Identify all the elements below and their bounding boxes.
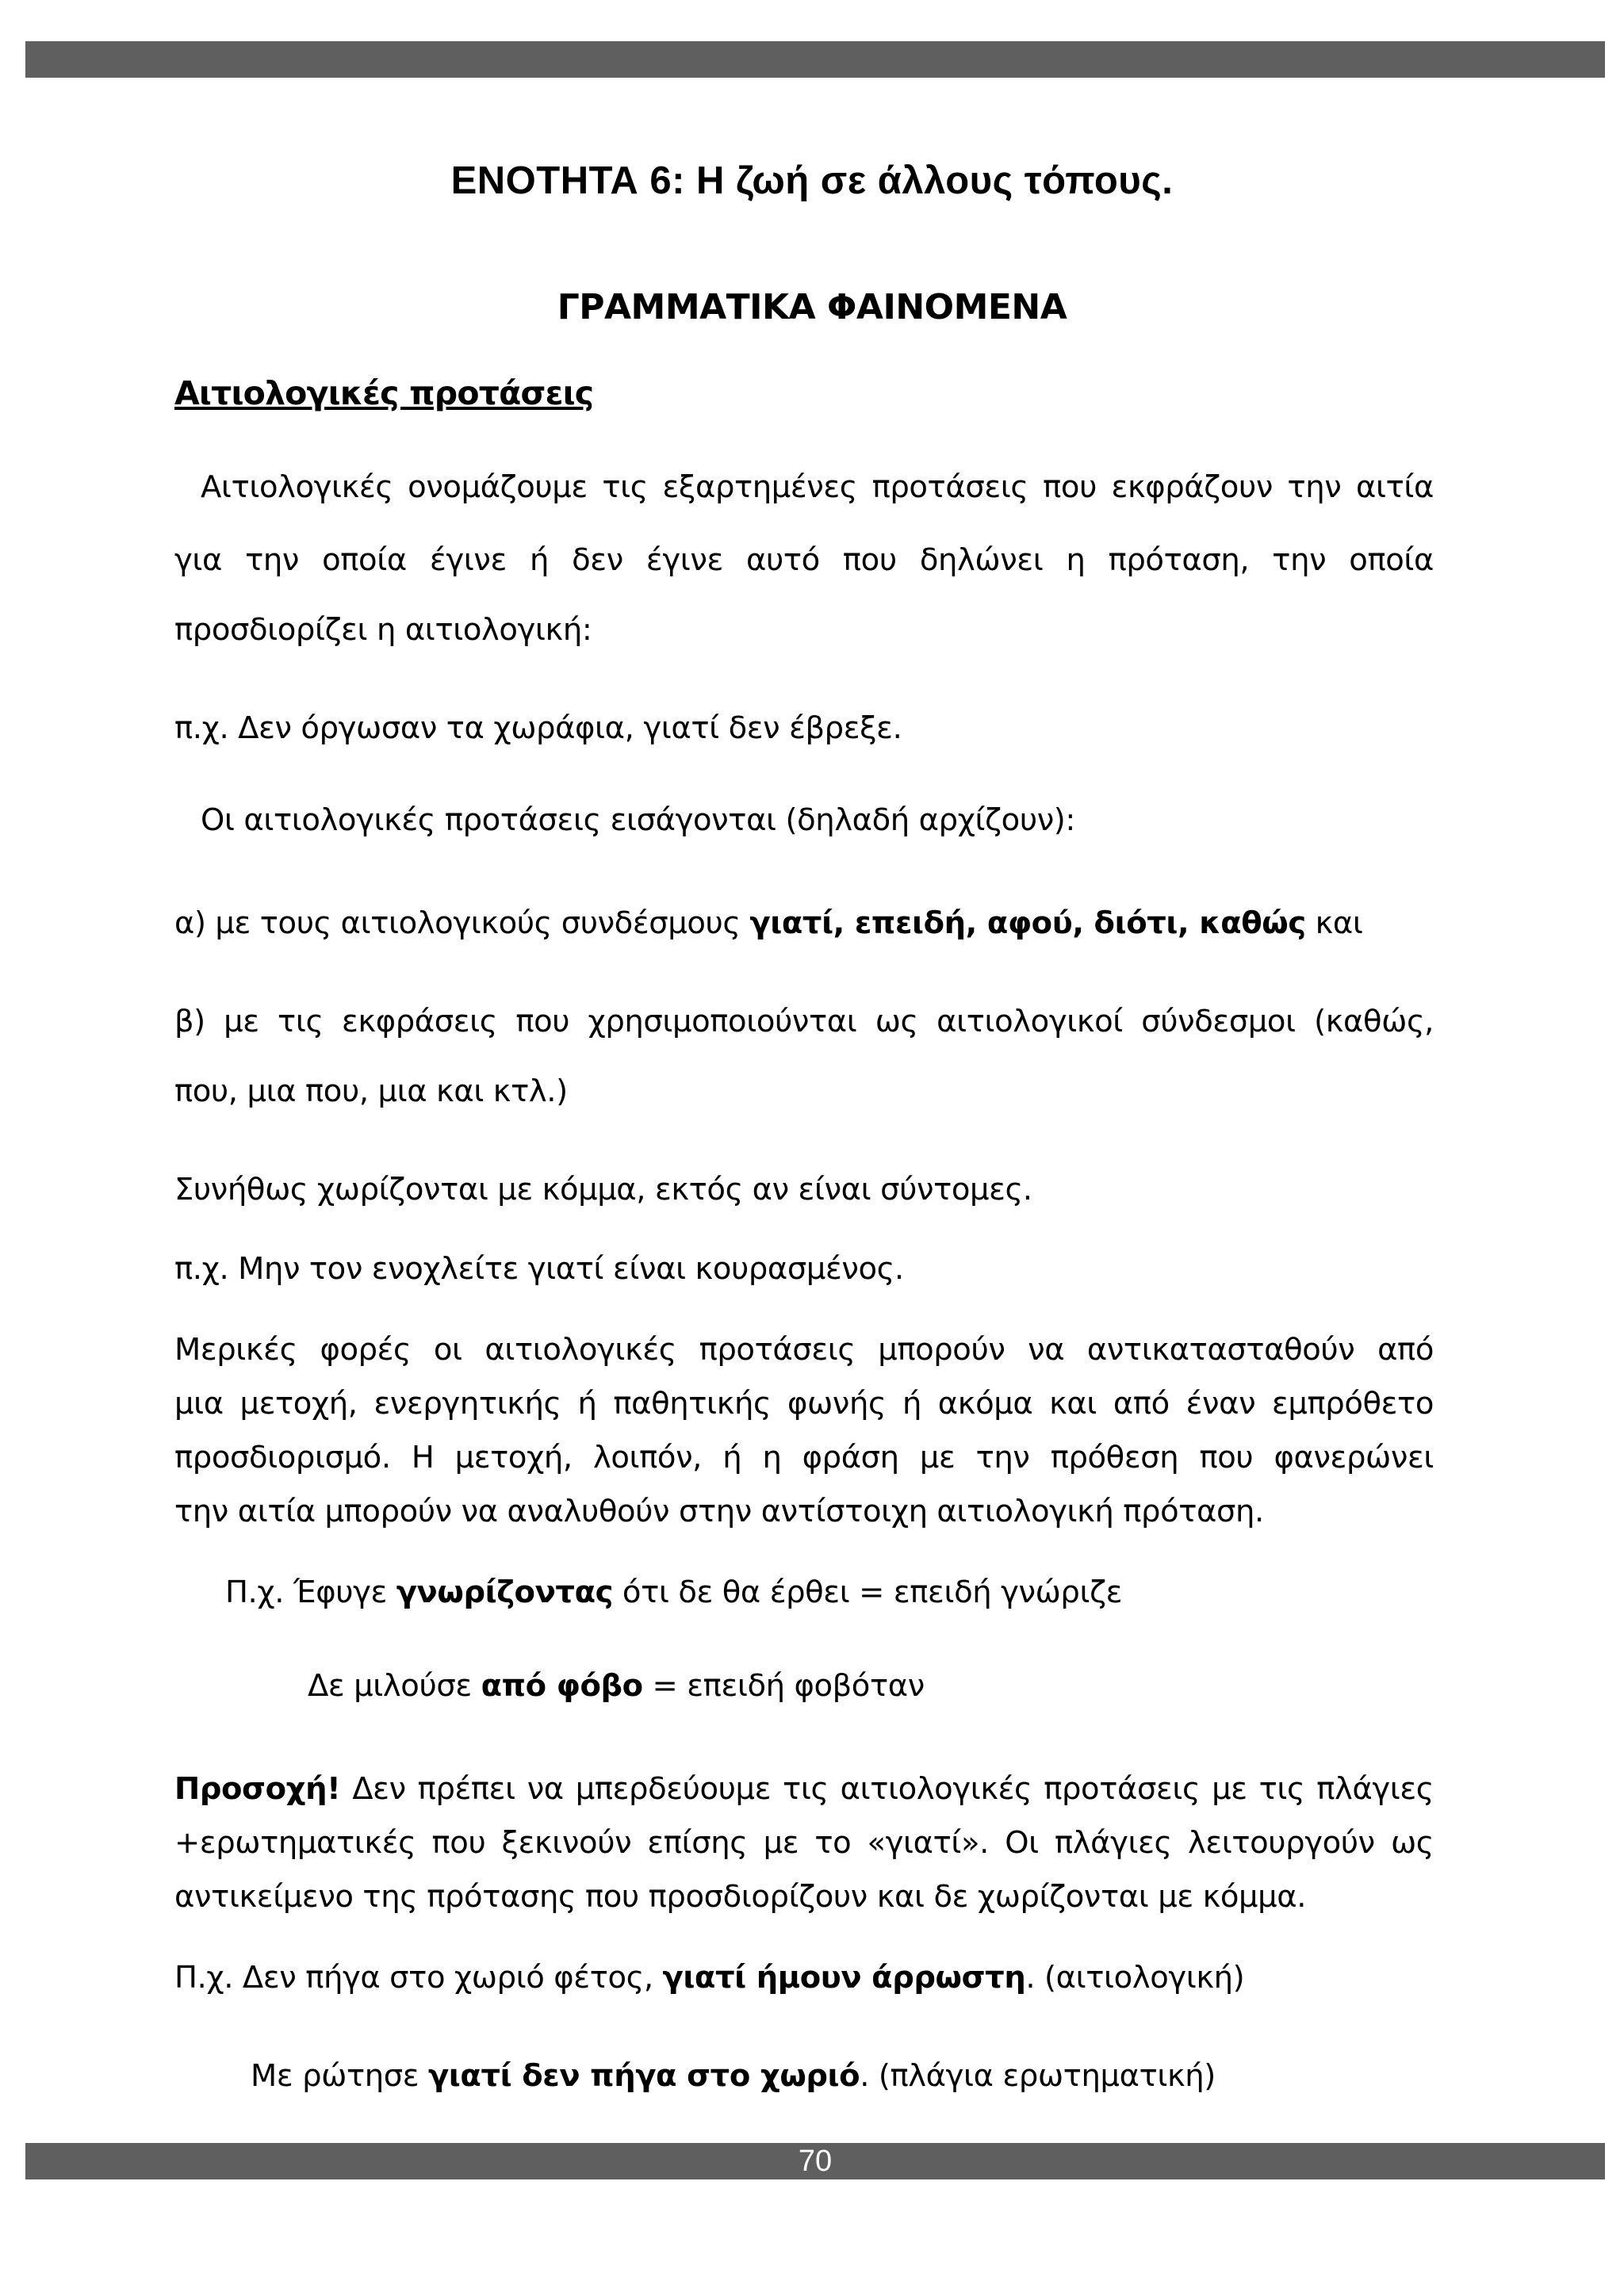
example-5-prefix: Π.χ. Δεν πήγα στο χωριό φέτος, — [174, 1960, 663, 1996]
example-1: π.χ. Δεν όργωσαν τα χωράφια, γιατί δεν έβρεξε. — [174, 710, 902, 746]
definition-line-3: προσδιορίζει η αιτιολογική: — [174, 612, 592, 648]
caution-line-3: αντικείμενο της πρότασης που προσδιορίζουν και δε χωρίζονται με κόμμα. — [174, 1879, 1307, 1915]
example-3-bold: γνωρίζοντας — [396, 1575, 614, 1610]
example-3-prefix: Π.χ. Έφυγε — [225, 1575, 396, 1610]
example-5-suffix: . (αιτιολογική) — [1025, 1960, 1245, 1996]
intro-text: Οι αιτιολογικές προτάσεις εισάγονται (δηλαδή αρχίζουν): — [201, 802, 1075, 838]
example-6-bold: γιατί δεν πήγα στο χωριό — [427, 2058, 860, 2094]
item-a-conjunctions: γιατί, επειδή, αφού, διότι, καθώς — [749, 905, 1306, 941]
header-bar — [25, 41, 1605, 78]
caution-line-1 — [174, 1771, 1434, 1807]
page-number: 70 — [798, 2145, 833, 2178]
participle-line-4: την αιτία μπορούν να αναλυθούν στην αντίστοιχη αιτιολογική πρόταση. — [174, 1494, 1264, 1529]
caution-text-1: Δεν πρέπει να μπερδεύουμε τις αιτιολογικές προτάσεις με τις πλάγιες — [340, 1771, 1434, 1807]
example-6-suffix: . (πλάγια ερωτηματική) — [860, 2058, 1216, 2094]
unit-title: ΕΝΟΤΗΤΑ 6: Η ζωή σε άλλους τόπους. — [450, 159, 1174, 202]
comma-rule: Συνήθως χωρίζονται με κόμμα, εκτός αν είναι σύντομες. — [174, 1172, 1032, 1207]
example-4 — [308, 1668, 1567, 1704]
topic-heading: Αιτιολογικές προτάσεις — [174, 374, 594, 412]
caution-label: Προσοχή! — [174, 1771, 341, 1807]
definition-line-1: Αιτιολογικές ονομάζουμε τις εξαρτημένες προτάσεις που εκφράζουν την αιτία — [201, 469, 1434, 505]
item-a-prefix: α) με τους αιτιολογικούς συνδέσμους — [174, 905, 750, 941]
example-2: π.χ. Μην τον ενοχλείτε γιατί είναι κουρασμένος. — [174, 1251, 904, 1287]
example-6 — [251, 2058, 1510, 2094]
example-4-bold: από φόβο — [481, 1668, 643, 1704]
example-3-suffix: ότι δε θα έρθει = επειδή γνώριζε — [613, 1575, 1123, 1610]
example-4-suffix: = επειδή φοβόταν — [642, 1668, 925, 1704]
participle-line-1: Μερικές φορές οι αιτιολογικές προτάσεις μπορούν να αντικατασταθούν από — [174, 1332, 1434, 1368]
footer-bar — [25, 2143, 1605, 2179]
item-a-suffix: και — [1305, 905, 1363, 941]
definition-line-2: για την οποία έγινε ή δεν έγινε αυτό που δηλώνει η πρόταση, την οποία — [174, 542, 1434, 578]
participle-line-2: μια μετοχή, ενεργητικής ή παθητικής φωνής ή ακόμα και από έναν εμπρόθετο — [174, 1386, 1434, 1422]
example-6-prefix: Με ρώτησε — [251, 2058, 428, 2094]
item-b-line-1: β) με τις εκφράσεις που χρησιμοποιούνται ως αιτιολογικοί σύνδεσμοι (καθώς, — [174, 1004, 1434, 1039]
item-b-line-2: που, μια που, μια και κτλ.) — [174, 1073, 568, 1109]
example-3 — [225, 1575, 1484, 1610]
caution-line-2: +ερωτηματικές που ξεκινούν επίσης με το «γιατί». Οι πλάγιες λειτουργούν ως — [174, 1825, 1434, 1861]
item-a — [174, 905, 1434, 941]
participle-line-3: προσδιορισμό. Η μετοχή, λοιπόν, ή η φράση με την πρόθεση που φανερώνει — [174, 1440, 1434, 1475]
example-5-bold: γιατί ήμουν άρρωστη — [662, 1960, 1026, 1996]
example-4-prefix: Δε μιλούσε — [308, 1668, 481, 1704]
example-5 — [174, 1960, 1434, 1996]
section-title: ΓΡΑΜΜΑΤΙΚΑ ΦΑΙΝΟΜΕΝΑ — [557, 287, 1067, 327]
